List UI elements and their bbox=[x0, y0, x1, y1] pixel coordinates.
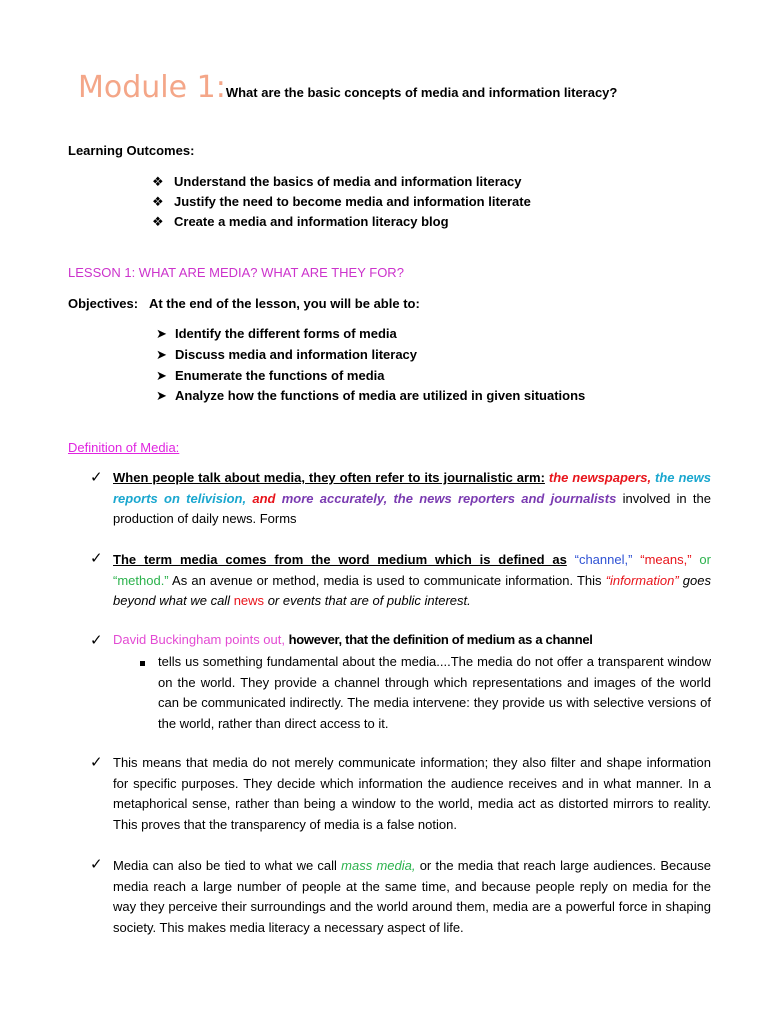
outcome-item: ❖ Justify the need to become media and information literate bbox=[152, 194, 531, 209]
check-icon: ✓ bbox=[90, 550, 103, 567]
module-label: Module 1: bbox=[78, 70, 226, 105]
objective-item: ➤ Enumerate the functions of media bbox=[156, 368, 385, 383]
learning-outcomes-heading: Learning Outcomes: bbox=[68, 143, 195, 158]
definition-paragraph-4: This means that media do not merely communicate information; they also filter and shape information for specific purposes. They decide which information the audience receives and in what manner. In a metaphorical sense, rather than being a window to the world, media act as distorted mirrors to reality. This proves that the transparency of media is a false notion. bbox=[113, 755, 711, 832]
definition-paragraph-1: When people talk about media, they often refer to its journalistic arm: the newspapers, the news reports on telivision, and more accurately, the news reporters and journalists involved in the production of daily news. Forms bbox=[113, 470, 711, 526]
diamond-bullet-icon: ❖ bbox=[152, 214, 164, 229]
module-question: What are the basic concepts of media and information literacy? bbox=[225, 85, 618, 100]
outcome-item: ❖ Create a media and information literacy blog bbox=[152, 214, 449, 229]
objectives-line bbox=[68, 296, 420, 311]
objectives-intro: At the end of the lesson, you will be able to: bbox=[148, 296, 420, 311]
arrow-bullet-icon: ➤ bbox=[156, 368, 167, 383]
objectives-label: Objectives: bbox=[68, 296, 139, 311]
definition-paragraph-2: The term media comes from the word medium which is defined as “channel,” “means,” or “method.” As an avenue or method, media is used to communicate information. This “information” goes beyond what we call news or events that are of public interest. bbox=[113, 552, 711, 608]
diamond-bullet-icon: ❖ bbox=[152, 174, 164, 189]
check-icon: ✓ bbox=[90, 632, 103, 649]
buckingham-line: David Buckingham points out, however, that the definition of medium as a channel bbox=[113, 632, 593, 647]
diamond-bullet-icon: ❖ bbox=[152, 194, 164, 209]
module-title bbox=[78, 70, 617, 105]
definition-paragraph-5: Media can also be tied to what we call mass media, or the media that reach large audiences. Because media reach a large number of people at the same time, and because people reply on media for the way they perceive their surroundings and the world around them, media are a powerful force in shaping society. This makes media literacy a necessary aspect of life. bbox=[113, 858, 711, 935]
outcome-item: ❖ Understand the basics of media and information literacy bbox=[152, 174, 522, 189]
arrow-bullet-icon: ➤ bbox=[156, 388, 167, 403]
definition-heading: Definition of Media: bbox=[68, 440, 180, 455]
objective-item: ➤ Identify the different forms of media bbox=[156, 326, 397, 341]
buckingham-quote: tells us something fundamental about the media....The media do not offer a transparent window on the world. They provide a channel through which representations and images of the world can be communicated indirectly. The media intervene: they provide us with selective versions of the world, rather than direct access to it. bbox=[158, 654, 711, 731]
objective-item: ➤ Discuss media and information literacy bbox=[156, 347, 418, 362]
objective-item: ➤ Analyze how the functions of media are utilized in given situations bbox=[156, 388, 586, 403]
check-icon: ✓ bbox=[90, 856, 103, 873]
check-icon: ✓ bbox=[90, 754, 103, 771]
arrow-bullet-icon: ➤ bbox=[156, 326, 167, 341]
arrow-bullet-icon: ➤ bbox=[156, 347, 167, 362]
square-bullet-icon bbox=[140, 661, 145, 666]
lesson-heading: LESSON 1: WHAT ARE MEDIA? WHAT ARE THEY FOR? bbox=[68, 265, 404, 280]
check-icon: ✓ bbox=[90, 469, 103, 486]
